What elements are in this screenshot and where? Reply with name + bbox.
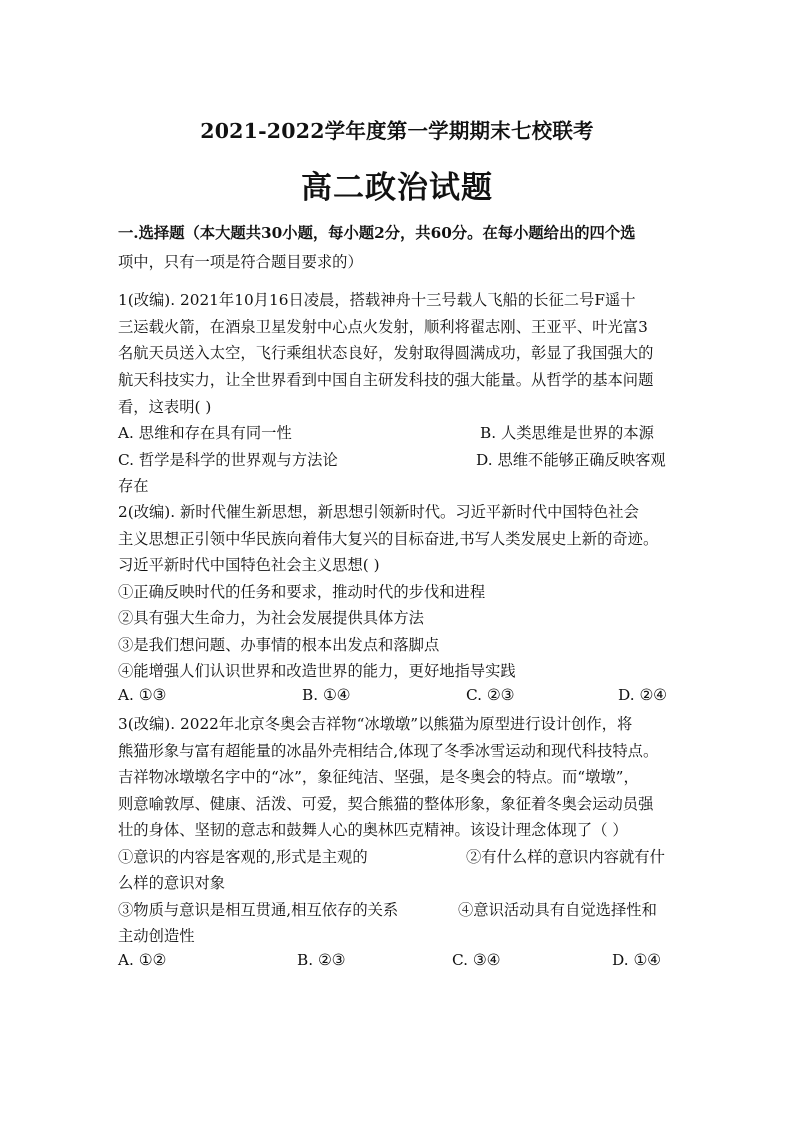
q2-stem-line: 习近平新时代中国特色社会主义思想( ) <box>118 556 380 574</box>
section-heading-cont: 项中，只有一项是符合题目要求的） <box>118 253 363 271</box>
q3-item-2: ②有什么样的意识内容就有什 <box>466 848 665 866</box>
q1-stem-line: 航天科技实力，让全世界看到中国自主研发科技的强大能量。从哲学的基本问题 <box>118 371 654 389</box>
q2-item: ③是我们想问题、办事情的根本出发点和落脚点 <box>118 636 440 654</box>
q3-item-4: ④意识活动具有自觉选择性和 <box>458 901 657 919</box>
q3-option-a: A. ①② <box>118 951 167 969</box>
q3-item-2-cont: 么样的意识对象 <box>118 874 226 892</box>
q1-option-d: D. 思维不能够正确反映客观 <box>476 451 666 469</box>
q3-stem-line: 3(改编). 2022年北京冬奥会吉祥物“冰墩墩”以熊猫为原型进行设计创作，将 <box>118 715 633 733</box>
q1-stem-line: 名航天员送入太空，飞行乘组状态良好，发射取得圆满成功，彰显了我国强大的 <box>118 344 654 362</box>
q3-option-d: D. ①④ <box>612 951 661 969</box>
q2-option-c: C. ②③ <box>466 686 515 704</box>
q1-option-c: C. 哲学是科学的世界观与方法论 <box>118 451 338 469</box>
q3-item-3: ③物质与意识是相互贯通,相互依存的关系 <box>118 901 399 919</box>
q1-stem-line: 1(改编). 2021年10月16日凌晨，搭载神舟十三号载人飞船的长征二号F遥十 <box>118 291 636 309</box>
q2-stem-line: 主义思想正引领中华民族向着伟大复兴的目标奋进,书写人类发展史上新的奇迹。 <box>118 530 659 548</box>
q2-item: ④能增强人们认识世界和改造世界的能力，更好地指导实践 <box>118 662 516 680</box>
exam-title: 2021-2022学年度第一学期期末七校联考 <box>200 119 594 143</box>
q1-option-b: B. 人类思维是世界的本源 <box>480 424 654 442</box>
q3-stem-line: 壮的身体、坚韧的意志和鼓舞人心的奥林匹克精神。该设计理念体现了（ ） <box>118 821 628 839</box>
q2-option-b: B. ①④ <box>302 686 351 704</box>
q1-option-a: A. 思维和存在具有同一性 <box>118 424 292 442</box>
q2-stem-line: 2(改编). 新时代催生新思想，新思想引领新时代。习近平新时代中国特色社会 <box>118 503 639 521</box>
q2-option-a: A. ①③ <box>118 686 167 704</box>
q2-item: ①正确反映时代的任务和要求，推动时代的步伐和进程 <box>118 583 486 601</box>
q3-option-c: C. ③④ <box>452 951 501 969</box>
q1-stem-line: 三运载火箭，在酒泉卫星发射中心点火发射，顺利将翟志刚、王亚平、叶光富3 <box>118 318 648 336</box>
q1-option-d-cont: 存在 <box>118 477 149 495</box>
q3-stem-line: 熊猫形象与富有超能量的冰晶外壳相结合,体现了冬季冰雪运动和现代科技特点。 <box>118 742 659 760</box>
q3-item-4-cont: 主动创造性 <box>118 927 195 945</box>
q2-option-d: D. ②④ <box>618 686 667 704</box>
q2-item: ②具有强大生命力，为社会发展提供具体方法 <box>118 609 424 627</box>
section-heading: 一.选择题（本大题共30小题，每小题2分，共60分。在每小题给出的四个选 <box>118 224 636 242</box>
q3-stem-line: 吉祥物冰墩墩名字中的“冰”，象征纯洁、坚强，是冬奥会的特点。而“墩墩”， <box>118 768 639 786</box>
q3-option-b: B. ②③ <box>297 951 346 969</box>
subject-title: 高二政治试题 <box>301 170 493 206</box>
q1-stem-line: 看，这表明( ) <box>118 398 212 416</box>
q3-stem-line: 则意喻敦厚、健康、活泼、可爱，契合熊猫的整体形象，象征着冬奥会运动员强 <box>118 795 654 813</box>
q3-item-1: ①意识的内容是客观的,形式是主观的 <box>118 848 368 866</box>
